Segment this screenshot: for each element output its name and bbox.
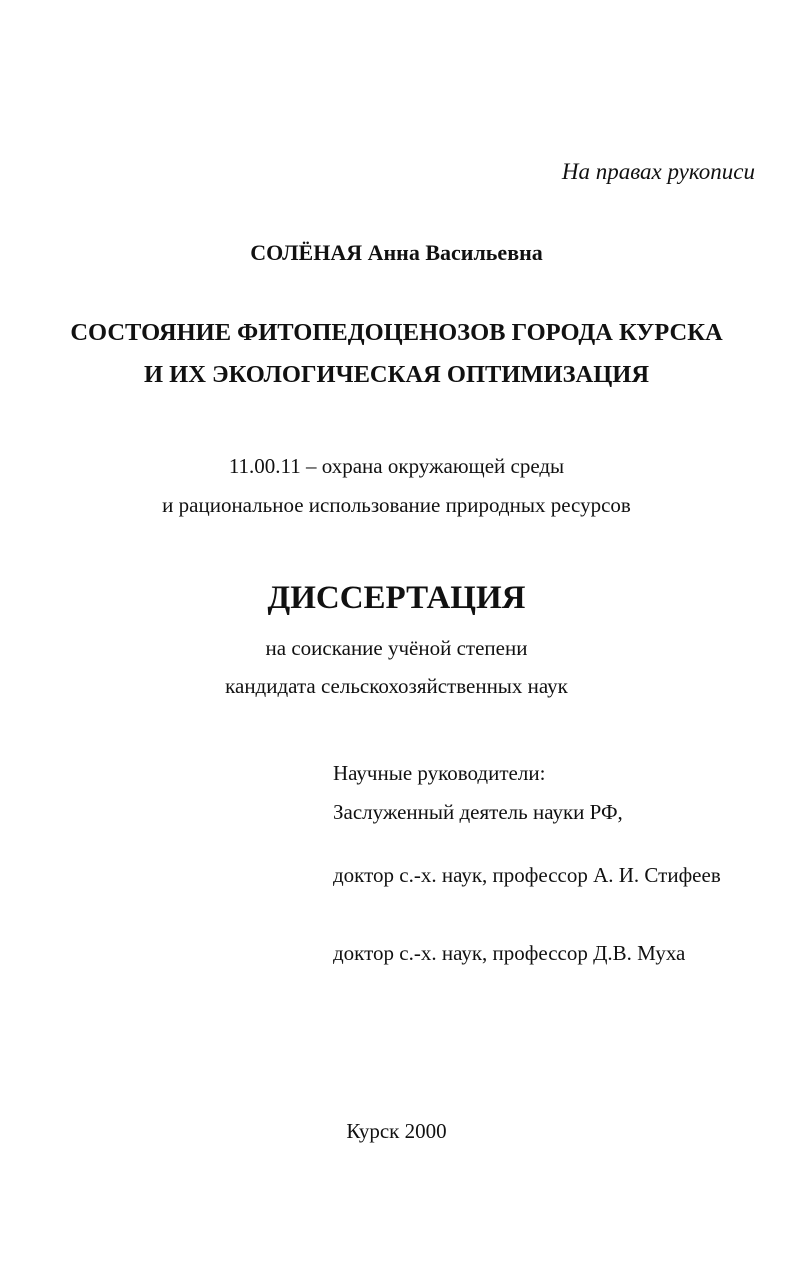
specialty-line-1: 11.00.11 – охрана окружающей среды	[228, 454, 565, 478]
rights-note: На правах рукописи	[561, 159, 755, 184]
place-year: Курск 2000	[346, 1119, 447, 1143]
supervisor-1-name: доктор с.-х. наук, профессор А. И. Стифеев	[333, 863, 721, 887]
author-given-names: Анна Васильевна	[367, 240, 543, 265]
author-surname: СОЛЁНАЯ	[250, 240, 363, 265]
degree-line-1: на соискание учёной степени	[265, 636, 528, 660]
title-line-2: И ИХ ЭКОЛОГИЧЕСКАЯ ОПТИМИЗАЦИЯ	[143, 361, 650, 388]
author-name	[0, 242, 793, 264]
specialty-line-2: и рациональное использование природных ресурсов	[162, 493, 631, 517]
degree-line-2: кандидата сельскохозяйственных наук	[225, 674, 568, 698]
work-type-label: ДИССЕРТАЦИЯ	[267, 580, 526, 616]
supervisors-heading: Научные руководители:	[333, 761, 546, 785]
title-line-1: СОСТОЯНИЕ ФИТОПЕДОЦЕНОЗОВ ГОРОДА КУРСКА	[70, 319, 723, 346]
supervisor-2-name: доктор с.-х. наук, профессор Д.В. Муха	[333, 941, 686, 965]
supervisor-1-title: Заслуженный деятель науки РФ,	[333, 800, 623, 824]
